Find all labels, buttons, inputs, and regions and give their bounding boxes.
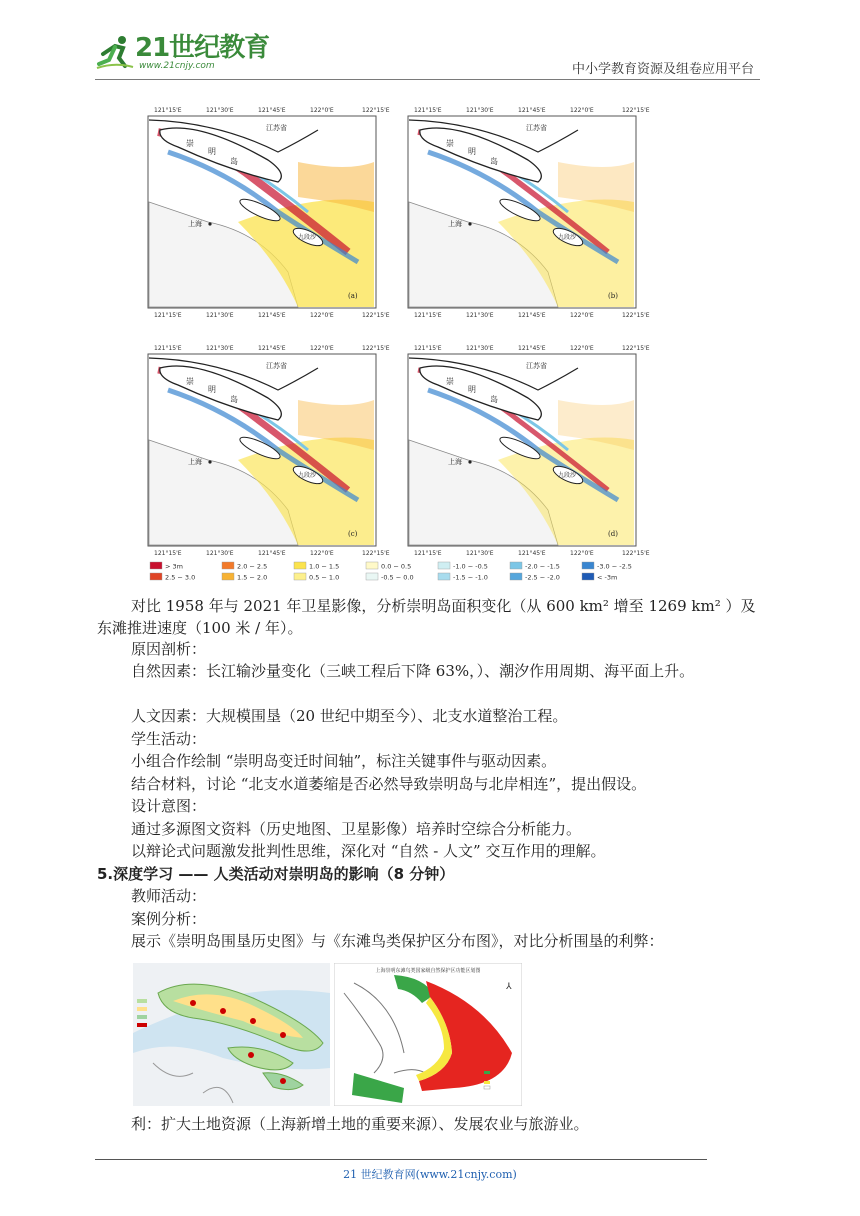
page-header (95, 30, 760, 82)
legend-swatch (366, 573, 378, 580)
lon-tick-label: 121°45'E (518, 550, 546, 557)
legend-label: -1.5 ~ -1.0 (453, 573, 488, 582)
legend-label: -3.0 ~ -2.5 (597, 562, 632, 571)
legend-swatch (294, 573, 306, 580)
island-label: 岛 (230, 395, 238, 404)
paragraph: 人文因素：大规模围垦（20 世纪中期至今）、北支水道整治工程。 (131, 707, 568, 725)
shoal-label: 九段沙 (558, 234, 577, 241)
lon-tick-label: 121°45'E (258, 550, 286, 557)
lon-tick-label: 121°15'E (414, 107, 442, 114)
paragraph: 对比 1958 年与 2021 年卫星影像，分析崇明岛面积变化（从 600 km² 增至 1269 km² ）及东滩推进速度（100 米 / 年）。 (97, 597, 756, 637)
legend-swatch (150, 562, 162, 569)
panel-label: (c) (348, 530, 358, 538)
legend-label: > 3m (165, 562, 183, 571)
legend-swatch (510, 573, 522, 580)
province-label: 江苏省 (266, 362, 287, 370)
panel-label: (b) (608, 292, 618, 300)
map-panel (148, 345, 390, 557)
lon-tick-label: 122°15'E (362, 550, 390, 557)
paragraph: 展示《崇明岛围垦历史图》与《东滩鸟类保护区分布图》，对比分析围垦的利弊： (131, 932, 664, 950)
lon-tick-label: 121°30'E (466, 345, 494, 352)
lon-tick-label: 122°15'E (362, 107, 390, 114)
lon-tick-label: 121°15'E (414, 312, 442, 319)
island-label: 岛 (230, 157, 238, 166)
site-logo[interactable] (95, 34, 269, 72)
island-label: 崇 (186, 139, 194, 148)
platform-title: 中小学教育资源及组卷应用平台 (571, 62, 754, 77)
shoal-label: 九段沙 (298, 472, 317, 479)
city-label: 上海 (188, 220, 202, 228)
lon-tick-label: 121°30'E (206, 550, 234, 557)
legend-label: 0.0 ~ 0.5 (381, 562, 412, 571)
lon-tick-label: 121°45'E (258, 345, 286, 352)
reclamation-history-map (133, 963, 330, 1106)
legend-swatch (438, 573, 450, 580)
legend-label: 1.5 ~ 2.0 (237, 573, 268, 582)
lon-tick-label: 122°15'E (622, 312, 650, 319)
paragraph: 结合材料，讨论 “北支水道萎缩是否必然导致崇明岛与北岸相连”，提出假设。 (131, 775, 647, 793)
logo-url: www.21cnjy.com (139, 61, 215, 71)
island-label: 明 (468, 147, 476, 156)
island-label: 崇 (446, 139, 454, 148)
lon-tick-label: 122°15'E (622, 345, 650, 352)
shoal-label: 九段沙 (558, 472, 577, 479)
map-panel (148, 107, 390, 319)
map-figure (140, 96, 650, 584)
map-legend (150, 562, 632, 582)
map-panel (408, 107, 650, 319)
legend-label: -2.5 ~ -2.0 (525, 573, 560, 582)
shoal-label: 九段沙 (298, 234, 317, 241)
section-heading: 5.深度学习 —— 人类活动对崇明岛的影响（8 分钟） (97, 865, 455, 883)
lon-tick-label: 121°30'E (466, 107, 494, 114)
island-label: 明 (208, 147, 216, 156)
map-panel (408, 345, 650, 557)
legend-swatch (438, 562, 450, 569)
legend-label: 2.5 ~ 3.0 (165, 573, 196, 582)
lon-tick-label: 121°30'E (466, 550, 494, 557)
island-label: 岛 (490, 395, 498, 404)
lon-tick-label: 121°15'E (414, 345, 442, 352)
lon-tick-label: 122°15'E (622, 107, 650, 114)
island-label: 明 (468, 385, 476, 394)
lon-tick-label: 122°0'E (310, 312, 334, 319)
panel-label: (d) (608, 530, 618, 538)
paragraph: 小组合作绘制 “崇明岛变迁时间轴”，标注关键事件与驱动因素。 (131, 752, 557, 770)
lon-tick-label: 121°15'E (154, 312, 182, 319)
footer-link[interactable]: 21 世纪教育网(www.21cnjy.com) (343, 1168, 517, 1181)
lon-tick-label: 121°15'E (154, 345, 182, 352)
lon-tick-label: 121°30'E (466, 312, 494, 319)
lon-tick-label: 121°15'E (154, 107, 182, 114)
city-label: 上海 (448, 458, 462, 466)
paragraph: 案例分析： (131, 910, 207, 928)
runner-logo-icon (95, 34, 135, 72)
lon-tick-label: 122°0'E (310, 550, 334, 557)
legend-swatch (294, 562, 306, 569)
erosion-deposition-maps (140, 96, 650, 584)
legend-label: -0.5 ~ 0.0 (381, 573, 414, 582)
reserve-map-title: 上海崇明东滩鸟类国家级自然保护区功能区划图 (375, 968, 481, 974)
lon-tick-label: 121°30'E (206, 312, 234, 319)
lon-tick-label: 122°0'E (570, 345, 594, 352)
lon-tick-label: 122°15'E (362, 345, 390, 352)
legend-label: 0.5 ~ 1.0 (309, 573, 340, 582)
city-label: 上海 (448, 220, 462, 228)
legend-swatch (366, 562, 378, 569)
island-label: 崇 (446, 377, 454, 386)
header-divider (95, 79, 760, 80)
paragraph: 教师活动： (131, 887, 207, 905)
lon-tick-label: 122°15'E (622, 550, 650, 557)
province-label: 江苏省 (526, 362, 547, 370)
lon-tick-label: 121°30'E (206, 107, 234, 114)
legend-swatch (222, 562, 234, 569)
paragraph: 以辩论式问题激发批判性思维，深化对 “自然 - 人文” 交互作用的理解。 (131, 842, 606, 860)
logo-text: 21世纪教育 (135, 33, 270, 63)
lon-tick-label: 122°0'E (570, 550, 594, 557)
lon-tick-label: 122°0'E (310, 107, 334, 114)
legend-label: < -3m (597, 573, 618, 582)
island-label: 岛 (490, 157, 498, 166)
province-label: 江苏省 (266, 124, 287, 132)
legend-label: -1.0 ~ -0.5 (453, 562, 488, 571)
svg-text:⅄: ⅄ (506, 982, 512, 992)
lon-tick-label: 121°15'E (414, 550, 442, 557)
lon-tick-label: 121°45'E (518, 345, 546, 352)
lon-tick-label: 121°45'E (258, 107, 286, 114)
paragraph: 通过多源图文资料（历史地图、卫星影像）培养时空综合分析能力。 (131, 820, 582, 838)
legend-swatch (582, 562, 594, 569)
legend-swatch (582, 573, 594, 580)
panel-label: (a) (348, 292, 358, 300)
city-label: 上海 (188, 458, 202, 466)
lon-tick-label: 121°45'E (518, 107, 546, 114)
lon-tick-label: 122°15'E (362, 312, 390, 319)
paragraph: 自然因素：长江输沙量变化（三峡工程后下降 63%，）、潮汐作用周期、海平面上升。 (131, 662, 695, 680)
legend-label: 1.0 ~ 1.5 (309, 562, 340, 571)
lon-tick-label: 122°0'E (310, 345, 334, 352)
lon-tick-label: 121°45'E (518, 312, 546, 319)
bird-reserve-map (334, 963, 522, 1106)
legend-swatch (150, 573, 162, 580)
lon-tick-label: 122°0'E (570, 107, 594, 114)
island-label: 明 (208, 385, 216, 394)
lon-tick-label: 121°30'E (206, 345, 234, 352)
paragraph: 原因剖析： (131, 640, 207, 658)
lon-tick-label: 122°0'E (570, 312, 594, 319)
footer-divider (95, 1159, 707, 1160)
paragraph: 利：扩大土地资源（上海新增土地的重要来源）、发展农业与旅游业。 (131, 1115, 589, 1133)
paragraph: 学生活动： (131, 730, 207, 748)
lon-tick-label: 121°45'E (258, 312, 286, 319)
island-label: 崇 (186, 377, 194, 386)
legend-swatch (222, 573, 234, 580)
legend-label: -2.0 ~ -1.5 (525, 562, 560, 571)
paragraph: 设计意图： (131, 797, 207, 815)
province-label: 江苏省 (526, 124, 547, 132)
lon-tick-label: 121°15'E (154, 550, 182, 557)
legend-label: 2.0 ~ 2.5 (237, 562, 268, 571)
legend-swatch (510, 562, 522, 569)
